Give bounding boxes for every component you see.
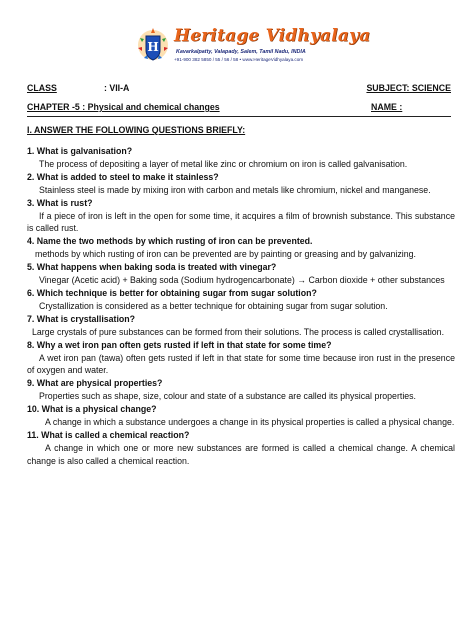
- school-address: Kavarkalpatty, Valapady, Salem, Tamil Nadu, INDIA: [176, 49, 306, 55]
- answer-8: A wet iron pan (tawa) often gets rusted if left in that state for some time because iron rust in the presence of oxygen and water.: [27, 352, 455, 376]
- answer-6: Crystallization is considered as a better technique for obtaining sugar from sugar solution.: [39, 300, 388, 311]
- chapter-title: CHAPTER -5 : Physical and chemical changes: [27, 102, 220, 112]
- svg-text:H: H: [147, 40, 159, 54]
- answer-5: Vinegar (Acetic acid) + Baking soda (Sodium hydrogencarbonate) → Carbon dioxide + other substances: [39, 275, 445, 286]
- qa-list: [27, 145, 455, 468]
- answer-7: Large crystals of pure substances can be formed from their solutions. The process is called crystallisation.: [32, 326, 445, 337]
- question-7: 7. What is crystallisation?: [27, 313, 136, 324]
- question-11: 11. What is called a chemical reaction?: [27, 429, 190, 440]
- question-4: 4. Name the two methods by which rusting of iron can be prevented.: [27, 236, 313, 247]
- school-header: [136, 26, 371, 70]
- answer-4: methods by which rusting of iron can be prevented are by painting or greasing and by galvanizing.: [35, 249, 416, 260]
- section-title: I. ANSWER THE FOLLOWING QUESTIONS BRIEFLY:: [27, 125, 246, 135]
- class-value: : VII-A: [104, 83, 130, 93]
- question-1: 1. What is galvanisation?: [27, 146, 133, 156]
- question-8: 8. Why a wet iron pan often gets rusted if left in that state for some time?: [27, 339, 332, 350]
- question-9: 9. What are physical properties?: [27, 378, 163, 389]
- answer-9: Properties such as shape, size, colour and state of a substance are called its physical properties.: [39, 391, 417, 402]
- question-5: 5. What happens when baking soda is treated with vinegar?: [27, 262, 277, 273]
- divider: [27, 116, 451, 117]
- school-contact: +91-900 382 5850 / 55 / 56 / 58 • www.HeritageVidhyalaya.com: [174, 57, 304, 62]
- answer-1: The process of depositing a layer of metal like zinc or chromium on iron is called galvanisation.: [39, 158, 408, 169]
- question-3: 3. What is rust?: [27, 197, 93, 208]
- class-label: CLASS: [27, 83, 57, 93]
- question-10: 10. What is a physical change?: [27, 404, 157, 415]
- school-name: Heritage Vidhyalaya: [174, 26, 371, 46]
- answer-10: A change in which a substance undergoes a change in its physical properties is called a physical change.: [45, 417, 455, 428]
- name-field: NAME :: [371, 102, 403, 112]
- subject-label: SUBJECT: SCIENCE: [366, 83, 451, 93]
- question-2: 2. What is added to steel to make it stainless?: [27, 171, 219, 182]
- school-emblem-icon: [136, 26, 170, 66]
- answer-2: Stainless steel is made by mixing iron with carbon and metals like chromium, nickel and manganese.: [39, 184, 431, 195]
- question-6: 6. Which technique is better for obtaining sugar from sugar solution?: [27, 287, 317, 298]
- answer-3: If a piece of iron is left in the open for some time, it acquires a film of brownish substance. This substance is called rust.: [27, 210, 455, 234]
- answer-11: A change in which one or more new substances are formed is called a chemical change. A chemical change is also called a chemical reaction.: [27, 442, 455, 466]
